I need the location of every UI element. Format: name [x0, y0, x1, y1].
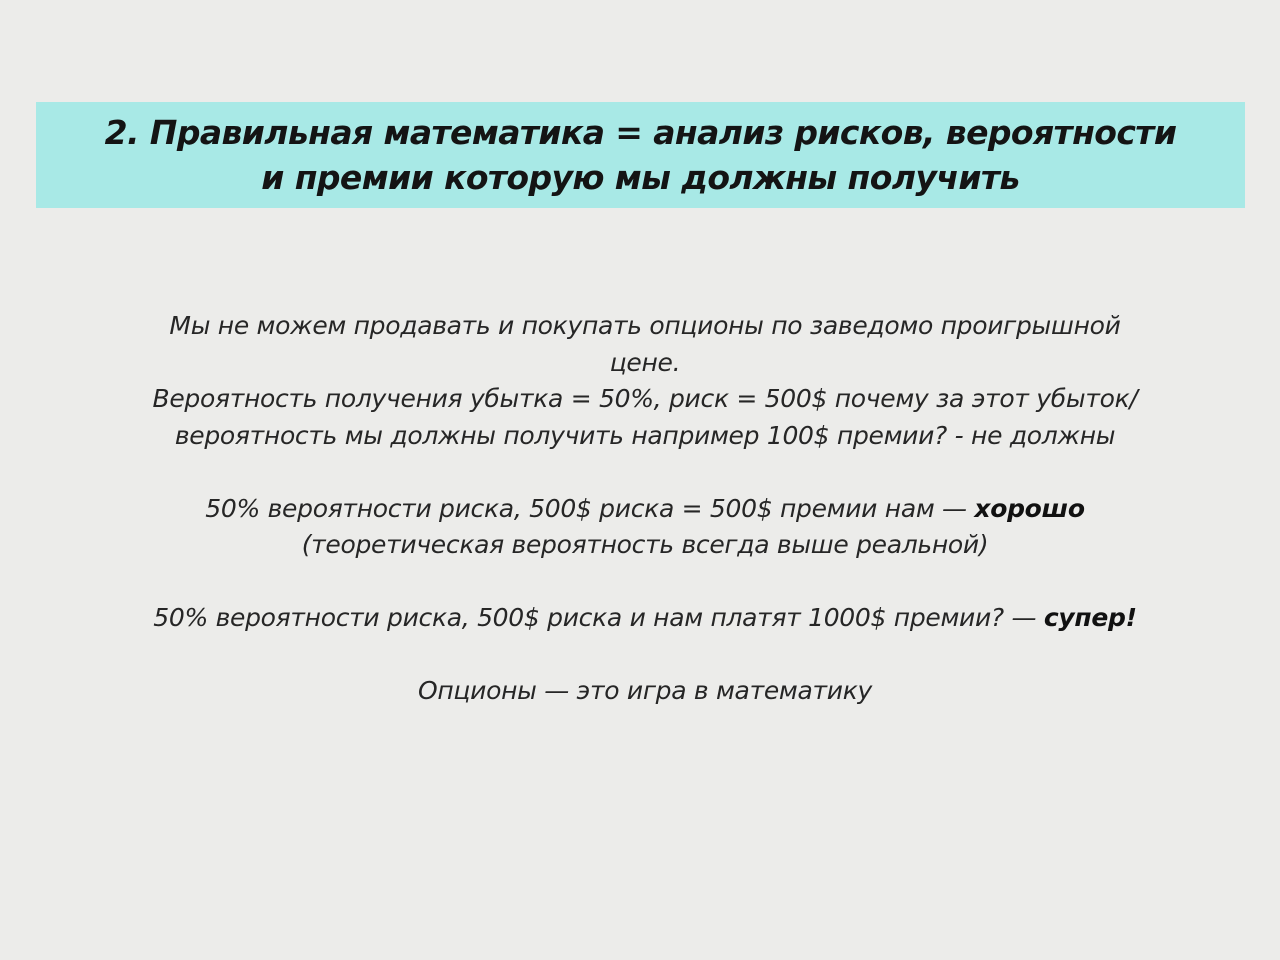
paragraph-2-line-2: (теоретическая вероятность всегда выше реальной): [301, 530, 989, 559]
paragraph-3: [60, 600, 1230, 637]
paragraph-4: Опционы — это игра в математику: [418, 676, 872, 705]
paragraph-1-line-1: Мы не можем продавать и покупать опционы по заведомо проигрышной: [169, 311, 1121, 340]
slide-title-line-2: и премии которую мы должны получить: [261, 158, 1020, 197]
spacer: [60, 454, 1230, 491]
spacer: [60, 637, 1230, 674]
title-banner: [36, 102, 1245, 208]
paragraph-2-text: 50% вероятности риска, 500$ риска = 500$ премии нам —: [205, 493, 975, 523]
paragraph-3-emphasis: супер!: [1043, 603, 1137, 632]
paragraph-1-line-4: вероятность мы должны получить например 100$ премии? - не должны: [174, 420, 1116, 450]
paragraph-1-line-3: Вероятность получения убытка = 50%, риск = 500$ почему за этот убыток/: [152, 384, 1138, 413]
paragraph-2-emphasis: хорошо: [974, 493, 1085, 523]
paragraph-1-line-2: цене.: [609, 347, 681, 377]
slide-title-line-1: 2. Правильная математика = анализ рисков, вероятности: [104, 113, 1177, 152]
slide-body: [60, 308, 1230, 710]
slide-title: [46, 110, 1235, 200]
spacer: [60, 564, 1230, 601]
paragraph-2-line-1: [60, 491, 1230, 528]
paragraph-3-text: 50% вероятности риска, 500$ риска и нам платят 1000$ премии? —: [153, 603, 1044, 632]
